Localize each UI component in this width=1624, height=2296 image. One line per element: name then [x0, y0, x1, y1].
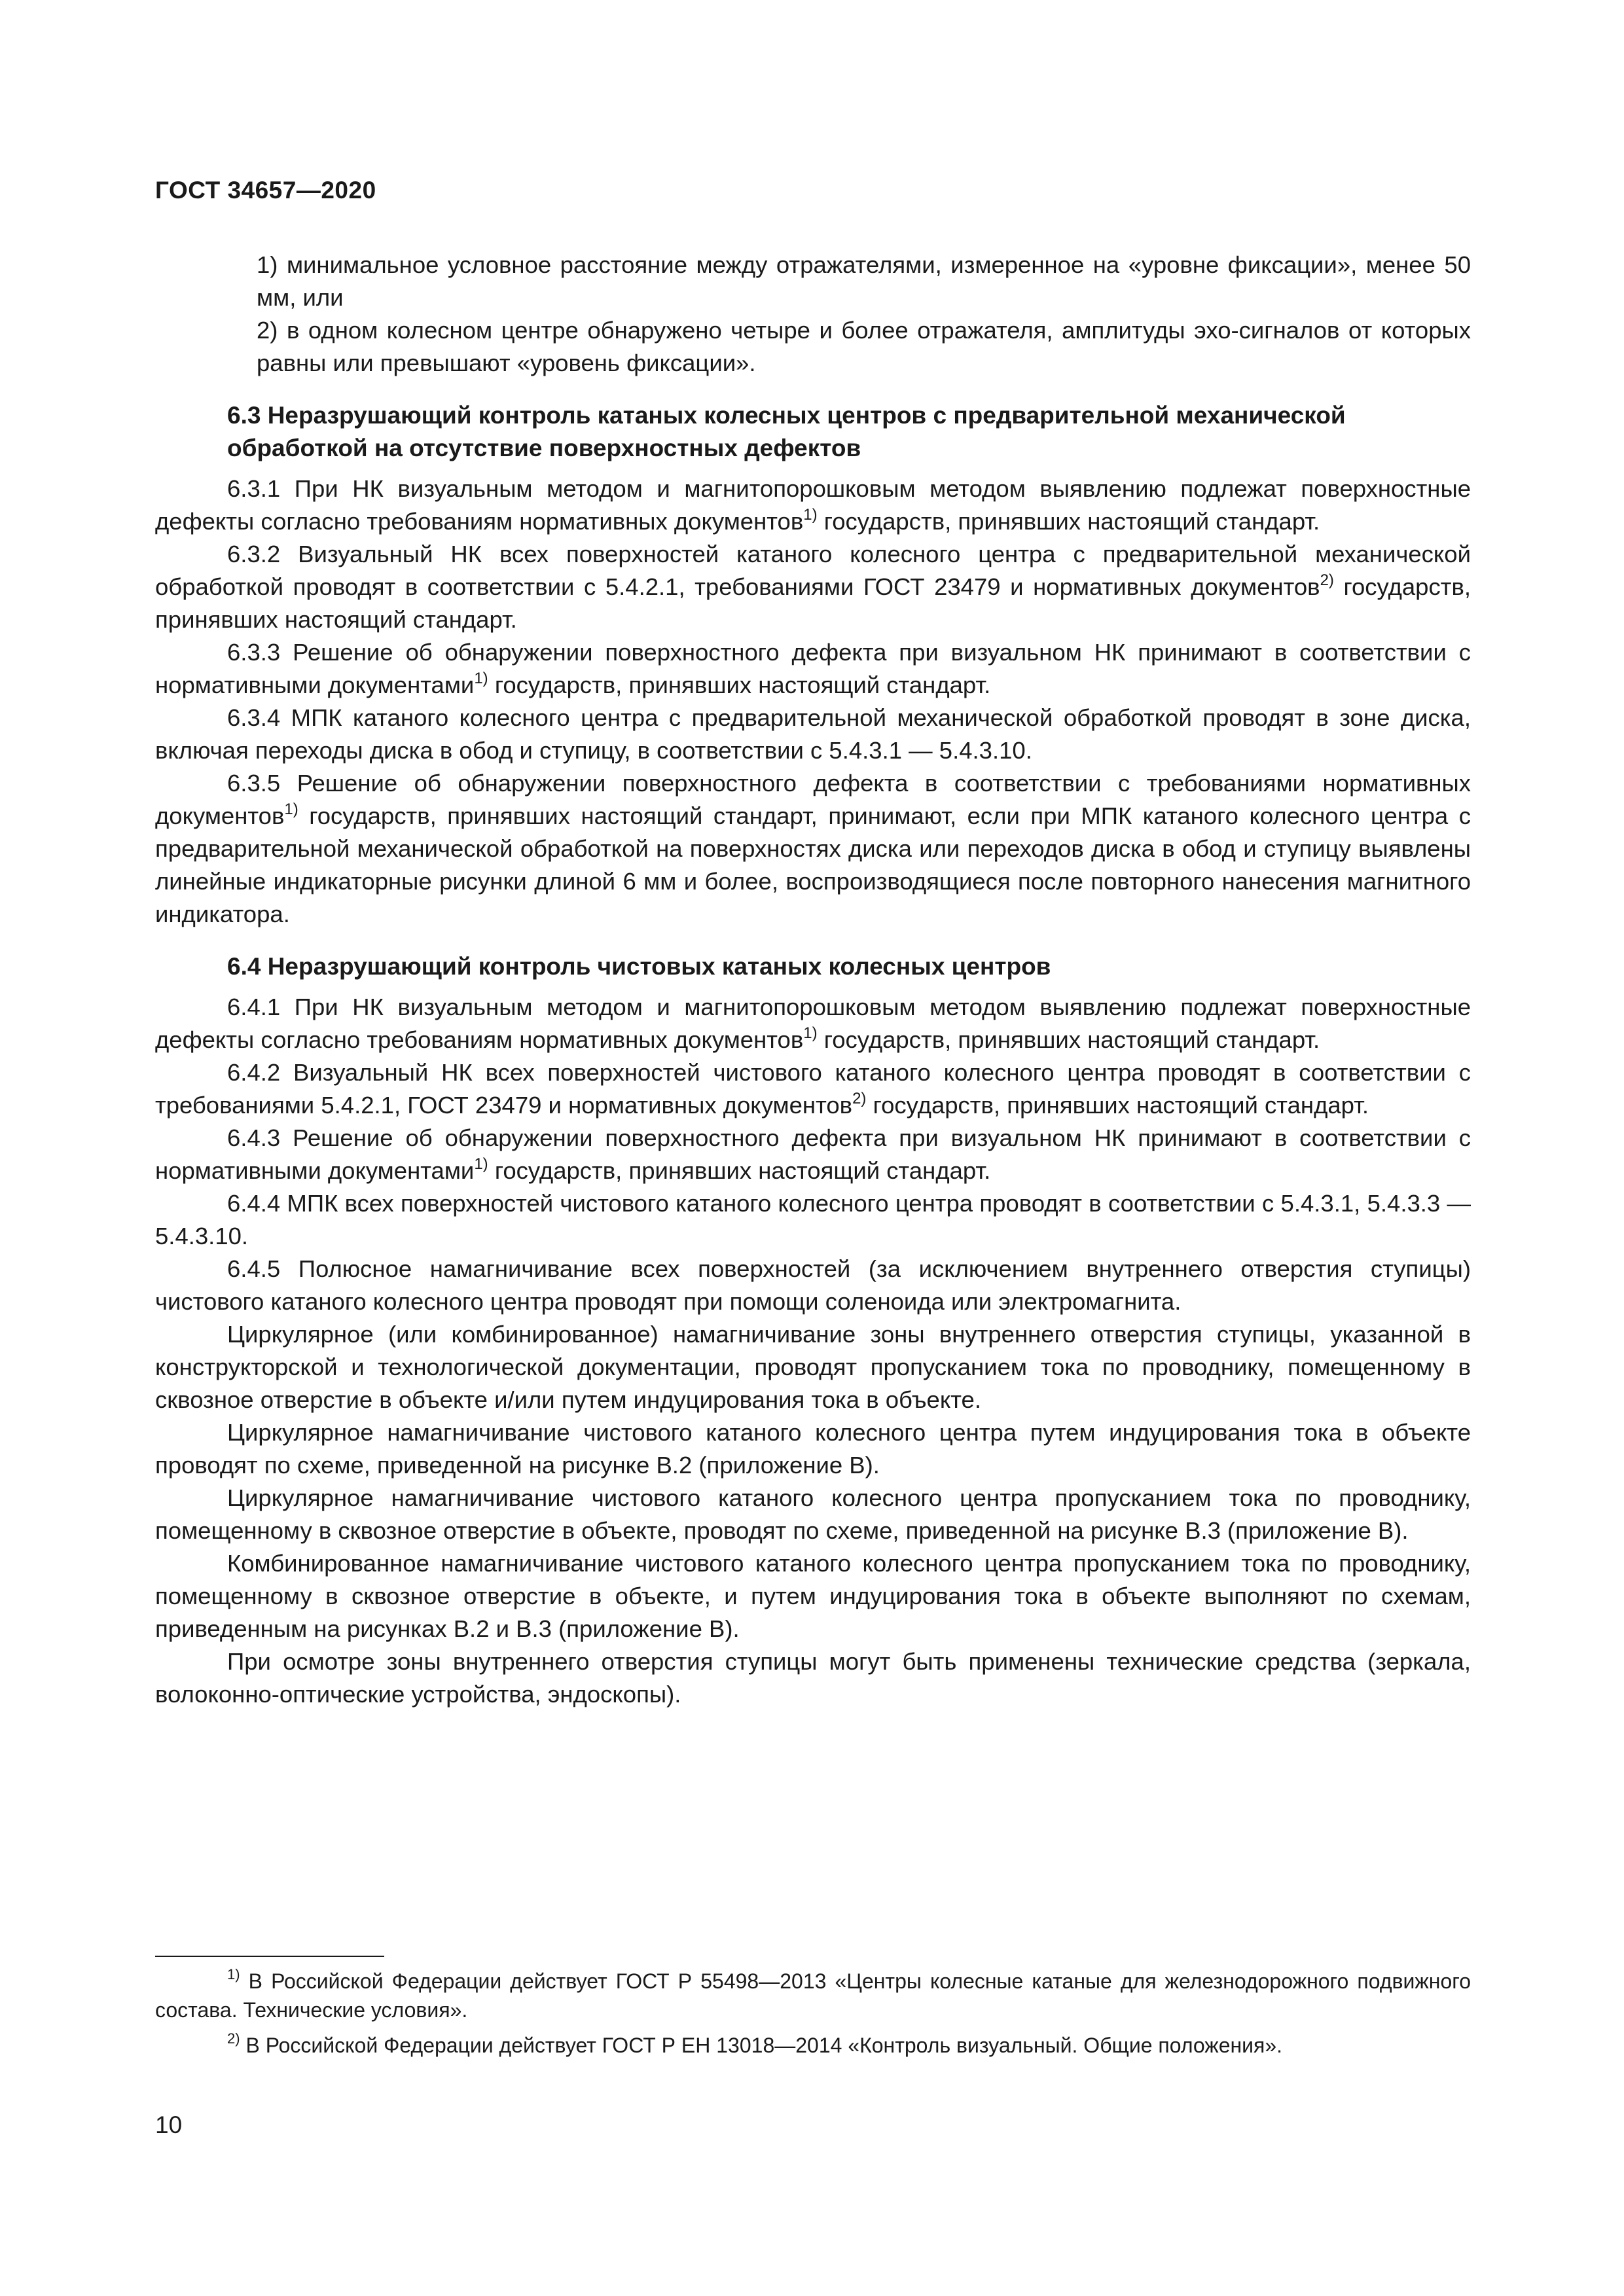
clause-6-3-2: 6.3.2 Визуальный НК всех поверхностей катаного колесного центра с предварительной механической обработкой проводят в соответствии с 5.4.2.1, требованиями ГОСТ 23479 и нормативных документов$^{2)}$ государств, принявших настоящий стандарт. — [155, 541, 1471, 633]
footnote-ref: 1) — [474, 669, 488, 687]
clause-6-4-2: 6.4.2 Визуальный НК всех поверхностей чистового катаного колесного центра проводят в соответствии с требованиями 5.4.2.1, ГОСТ 23479 и нормативных документов$^{2)}$ государств, принявших настоящий стандарт. — [155, 1059, 1471, 1119]
footnote-ref: 2) — [1320, 571, 1334, 589]
clause-6-3-4: 6.3.4 МПК катаного колесного центра с предварительной механической обработкой проводят в зоне диска, включая переходы диска в обод и ступицу, в соответствии с 5.4.3.1 — 5.4.3.10. — [155, 704, 1471, 764]
clause-6-4-4: 6.4.4 МПК всех поверхностей чистового катаного колесного центра проводят в соответствии с 5.4.3.1, 5.4.3.3 — 5.4.3.10. — [155, 1190, 1471, 1249]
clause-6-3-1: 6.3.1 При НК визуальным методом и магнитопорошковым методом выявлению подлежат поверхностные дефекты согласно требованиям нормативных документов$^{1)}$ государств, принявших настоящий стандарт. — [155, 475, 1471, 535]
paragraph-inspection-tools: При осмотре зоны внутреннего отверстия ступицы могут быть применены технические средства (зеркала, волоконно-оптические устройства, эндоскопы). — [155, 1648, 1471, 1708]
footnote-mark: 2) — [227, 2030, 240, 2047]
clause-6-4-3: 6.4.3 Решение об обнаружении поверхностного дефекта при визуальном НК принимают в соответствии с нормативными документами$^{1)}$ государств, принявших настоящий стандарт. — [155, 1124, 1471, 1184]
footnotes — [155, 1967, 1471, 2060]
clause-6-4-5: 6.4.5 Полюсное намагничивание всех поверхностей (за исключением внутреннего отверстия ступицы) чистового катаного колесного центра проводят при помощи соленоида или электромагнита. — [155, 1255, 1471, 1315]
list-item-1: 1) минимальное условное расстояние между отражателями, измеренное на «уровне фиксации», менее 50 мм, или — [257, 251, 1471, 311]
paragraph-circular-magnetization: Циркулярное (или комбинированное) намагничивание зоны внутреннего отверстия ступицы, указанной в конструкторской и технологической документации, проводят пропусканием тока по проводнику, помещенному в сквозное отверстие в объекте и/или путем индуцирования тока в объекте. — [155, 1321, 1471, 1413]
page-number: 10 — [155, 2111, 183, 2138]
footnote-2: $^{2)}$ В Российской Федерации действует ГОСТ Р ЕН 13018—2014 «Контроль визуальный. Общие положения». — [227, 2030, 1283, 2057]
section-heading-6-4: 6.4 Неразрушающий контроль чистовых катаных колесных центров — [227, 953, 1051, 980]
paragraph-induced-current: Циркулярное намагничивание чистового катаного колесного центра путем индуцирования тока в объекте проводят по схеме, приведенной на рисунке В.2 (приложение В). — [155, 1419, 1471, 1479]
footnote-ref: 1) — [284, 800, 298, 818]
clause-6-3-5: 6.3.5 Решение об обнаружении поверхностного дефекта в соответствии с требованиями нормативных документов$^{1)}$ государств, принявших настоящий стандарт, принимают, если при МПК катаного колесного центра с предварительной механической обработкой на поверхностях диска или переходов диска в обод и ступицу выявлены линейные индикаторные рисунки длиной 6 мм и более, воспроизводящиеся после повторного нанесения магнитного индикатора. — [155, 770, 1471, 927]
footnote-ref: 2) — [852, 1089, 867, 1107]
footnote-ref: 1) — [803, 505, 818, 524]
footnote-mark: 1) — [227, 1966, 240, 1983]
footnote-ref: 1) — [803, 1024, 818, 1042]
document-code-header: ГОСТ 34657—2020 — [155, 177, 376, 204]
clause-6-3-3: 6.3.3 Решение об обнаружении поверхностного дефекта при визуальном НК принимают в соответствии с нормативными документами$^{1)}$ государств, принявших настоящий стандарт. — [155, 639, 1471, 698]
clause-6-4-1: 6.4.1 При НК визуальным методом и магнитопорошковым методом выявлению подлежат поверхностные дефекты согласно требованиям нормативных документов$^{1)}$ государств, принявших настоящий стандарт. — [155, 994, 1471, 1053]
section-heading-6-3: 6.3 Неразрушающий контроль катаных колесных центров с предварительной механической обработкой на отсутствие поверхностных дефектов — [227, 402, 1346, 461]
document-body — [155, 249, 1471, 1711]
footnote-1: $^{1)}$ В Российской Федерации действует ГОСТ Р 55498—2013 «Центры колесные катаные для железнодорожного подвижного состава. Технические условия». — [155, 1966, 1471, 2022]
footnote-ref: 1) — [474, 1155, 488, 1173]
paragraph-combined-magnetization: Комбинированное намагничивание чистового катаного колесного центра пропусканием тока по проводнику, помещенному в сквозное отверстие в объекте, и путем индуцирования тока в объекте выполняют по схемам, приведенным на рисунках В.2 и В.3 (приложение В). — [155, 1550, 1471, 1642]
footnote-divider — [155, 1956, 384, 1957]
paragraph-conductor-current: Циркулярное намагничивание чистового катаного колесного центра пропусканием тока по проводнику, помещенному в сквозное отверстие в объекте, проводят по схеме, приведенной на рисунке В.3 (приложение В). — [155, 1484, 1471, 1544]
list-item-2: 2) в одном колесном центре обнаружено четыре и более отражателя, амплитуды эхо-сигналов от которых равны или превышают «уровень фиксации». — [257, 317, 1471, 376]
